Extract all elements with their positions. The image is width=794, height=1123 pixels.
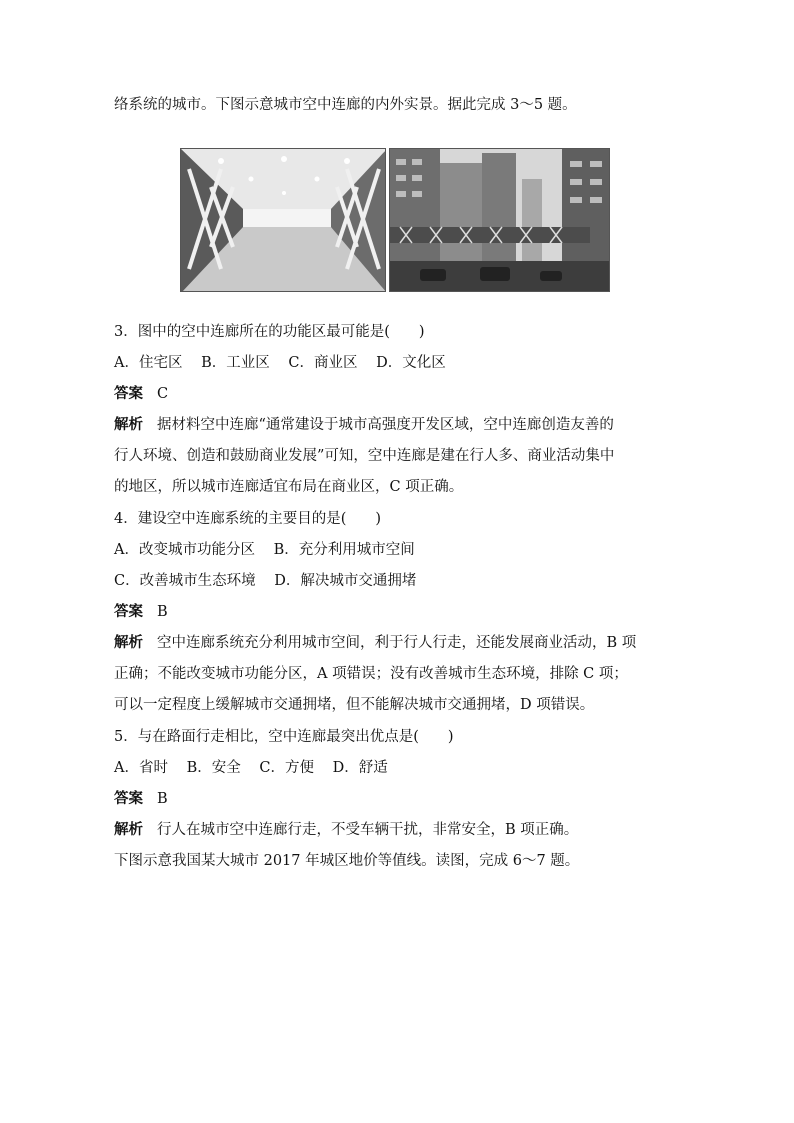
q3-analysis-line-1: 解析 据材料空中连廊“通常建设于城市高强度开发区域，空中连廊创造友善的 [114,416,614,433]
q3-stem: 3．图中的空中连廊所在的功能区最可能是( ) [114,324,425,340]
q4-option-a: A．改变城市功能分区 [114,542,255,558]
q5-stem: 5．与在路面行走相比，空中连廊最突出优点是( ) [114,729,454,745]
q3-option-d: D．文化区 [376,355,446,371]
q4-answer [114,603,168,621]
q5-option-b: B．安全 [186,760,241,776]
answer-label: 答案 [114,603,143,620]
q4-analysis-line-1: 解析 空中连廊系统充分利用城市空间，利于行人行走，还能发展商业活动，B 项 [114,634,637,651]
q3-option-b: B．工业区 [201,355,270,371]
intro-text: 络系统的城市。下图示意城市空中连廊的内外实景。据此完成 3～5 题。 [114,97,577,113]
q5-option-c: C．方便 [259,760,314,776]
q3-analysis-line-3: 的地区，所以城市连廊适宜布局在商业区，C 项正确。 [114,479,464,495]
q3-option-a: A．住宅区 [114,355,183,371]
skywalk-exterior-photo [389,148,610,292]
q5-answer [114,790,168,808]
answer-value: B [157,791,168,807]
answer-value: B [157,604,168,620]
q4-stem: 4．建设空中连廊系统的主要目的是( ) [114,511,382,527]
q4-option-b: B．充分利用城市空间 [273,542,415,558]
analysis-label: 解析 [114,634,143,651]
corridor-interior-photo [180,148,386,292]
q4-option-d: D．解决城市交通拥堵 [274,573,417,589]
figure [180,148,610,292]
q3-options [114,354,460,372]
outro-text: 下图示意我国某大城市 2017 年城区地价等值线。读图，完成 6～7 题。 [114,853,580,869]
answer-value: C [157,386,169,402]
q4-option-c: C．改善城市生态环境 [114,573,256,589]
answer-label: 答案 [114,790,143,807]
q4-analysis-line-2: 正确；不能改变城市功能分区，A 项错误；没有改善城市生态环境，排除 C 项； [114,666,628,682]
q5-option-a: A．省时 [114,760,168,776]
q5-analysis-line-1: 解析 行人在城市空中连廊行走，不受车辆干扰，非常安全，B 项正确。 [114,821,579,838]
analysis-label: 解析 [114,821,143,838]
q5-options [114,759,402,777]
q4-analysis-line-3: 可以一定程度上缓解城市交通拥堵，但不能解决城市交通拥堵，D 项错误。 [114,697,595,713]
answer-label: 答案 [114,385,143,402]
q4-options-row-2 [114,572,430,590]
analysis-label: 解析 [114,416,143,433]
q5-option-d: D．舒适 [332,760,388,776]
q4-options-row-1 [114,541,429,559]
q3-analysis-line-2: 行人环境、创造和鼓励商业发展”可知，空中连廊是建在行人多、商业活动集中 [114,448,615,464]
q3-answer [114,385,168,403]
q3-option-c: C．商业区 [288,355,358,371]
